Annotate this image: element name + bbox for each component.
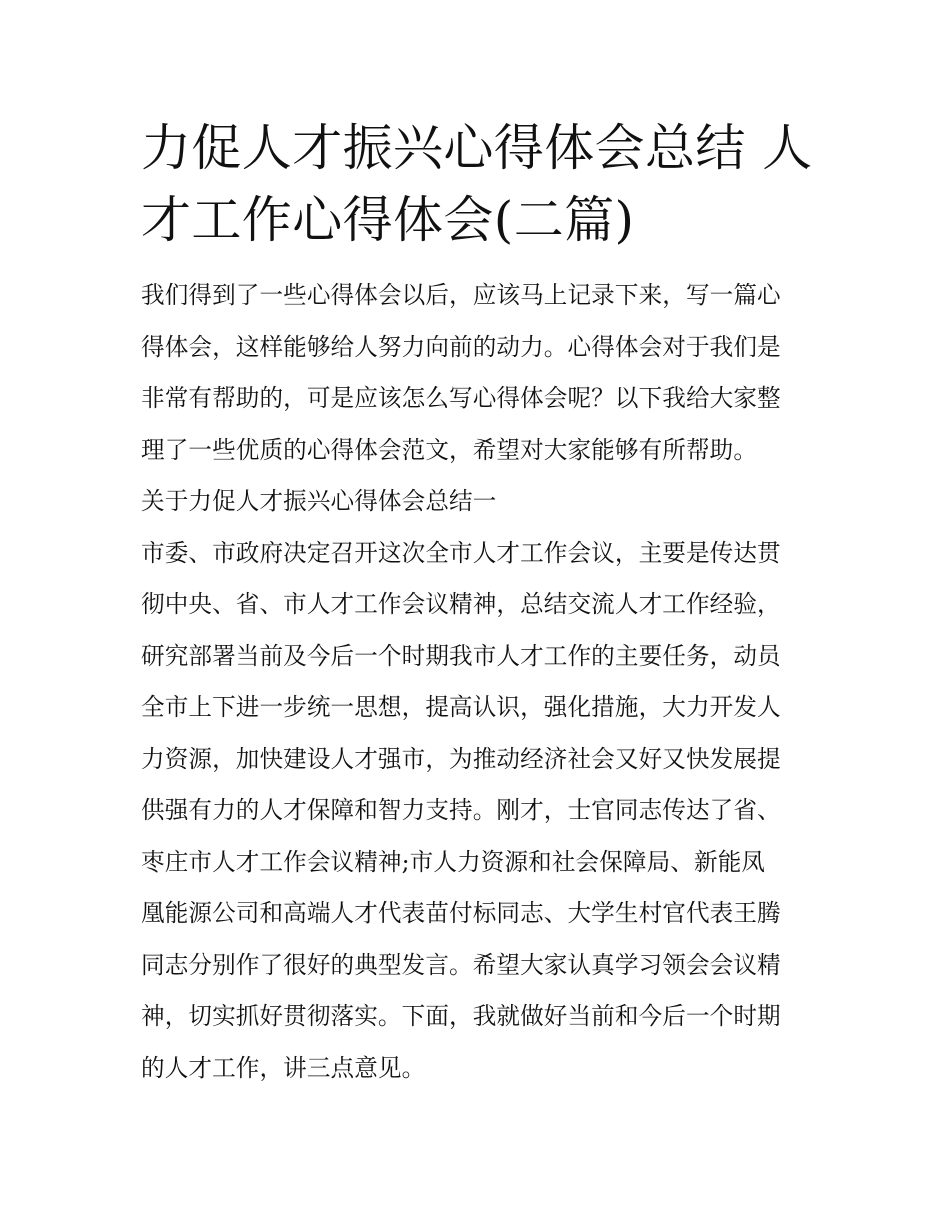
body-line: 神，切实抓好贯彻落实。下面，我就做好当前和今后一个时期 [141, 1002, 781, 1030]
body-line: 研究部署当前及今后一个时期我市人才工作的主要任务，动员 [141, 641, 781, 670]
body-line: 凰能源公司和高端人才代表苗付标同志、大学生村官代表王腾 [141, 899, 781, 927]
title-line: 力促人才振兴心得体会总结 人 [141, 119, 813, 177]
document-page [141, 112, 813, 1094]
intro-line: 我们得到了一些心得体会以后，应该马上记录下来，写一篇心 [141, 281, 781, 309]
body-paragraph [141, 528, 813, 1095]
body-line: 全市上下进一步统一思想，提高认识，强化措施，大力开发人 [141, 693, 781, 721]
document-title [141, 112, 813, 256]
intro-line: 理了一些优质的心得体会范文，希望对大家能够有所帮助。 [141, 435, 758, 464]
body-line: 供强有力的人才保障和智力支持。刚才，士官同志传达了省、 [141, 796, 781, 824]
body-line: 同志分别作了很好的典型发言。希望大家认真学习领会会议精 [141, 950, 781, 979]
section-heading: 关于力促人才振兴心得体会总结一 [141, 487, 497, 515]
intro-line: 得体会，这样能够给人努力向前的动力。心得体会对于我们是 [141, 332, 781, 361]
body-line: 枣庄市人才工作会议精神;市人力资源和社会保障局、新能凤 [141, 847, 766, 876]
intro-line: 非常有帮助的，可是应该怎么写心得体会呢？以下我给大家整 [141, 384, 781, 412]
body-line: 力资源，加快建设人才强市，为推动经济社会又好又快发展提 [141, 744, 781, 773]
intro-paragraph [141, 270, 813, 476]
body-line: 彻中央、省、市人才工作会议精神，总结交流人才工作经验， [141, 590, 781, 618]
title-line: 才工作心得体会(二篇) [141, 191, 635, 249]
body-line: 的人才工作，讲三点意见。 [141, 1053, 426, 1082]
body-line: 市委、市政府决定召开这次全市人才工作会议，主要是传达贯 [141, 538, 781, 567]
